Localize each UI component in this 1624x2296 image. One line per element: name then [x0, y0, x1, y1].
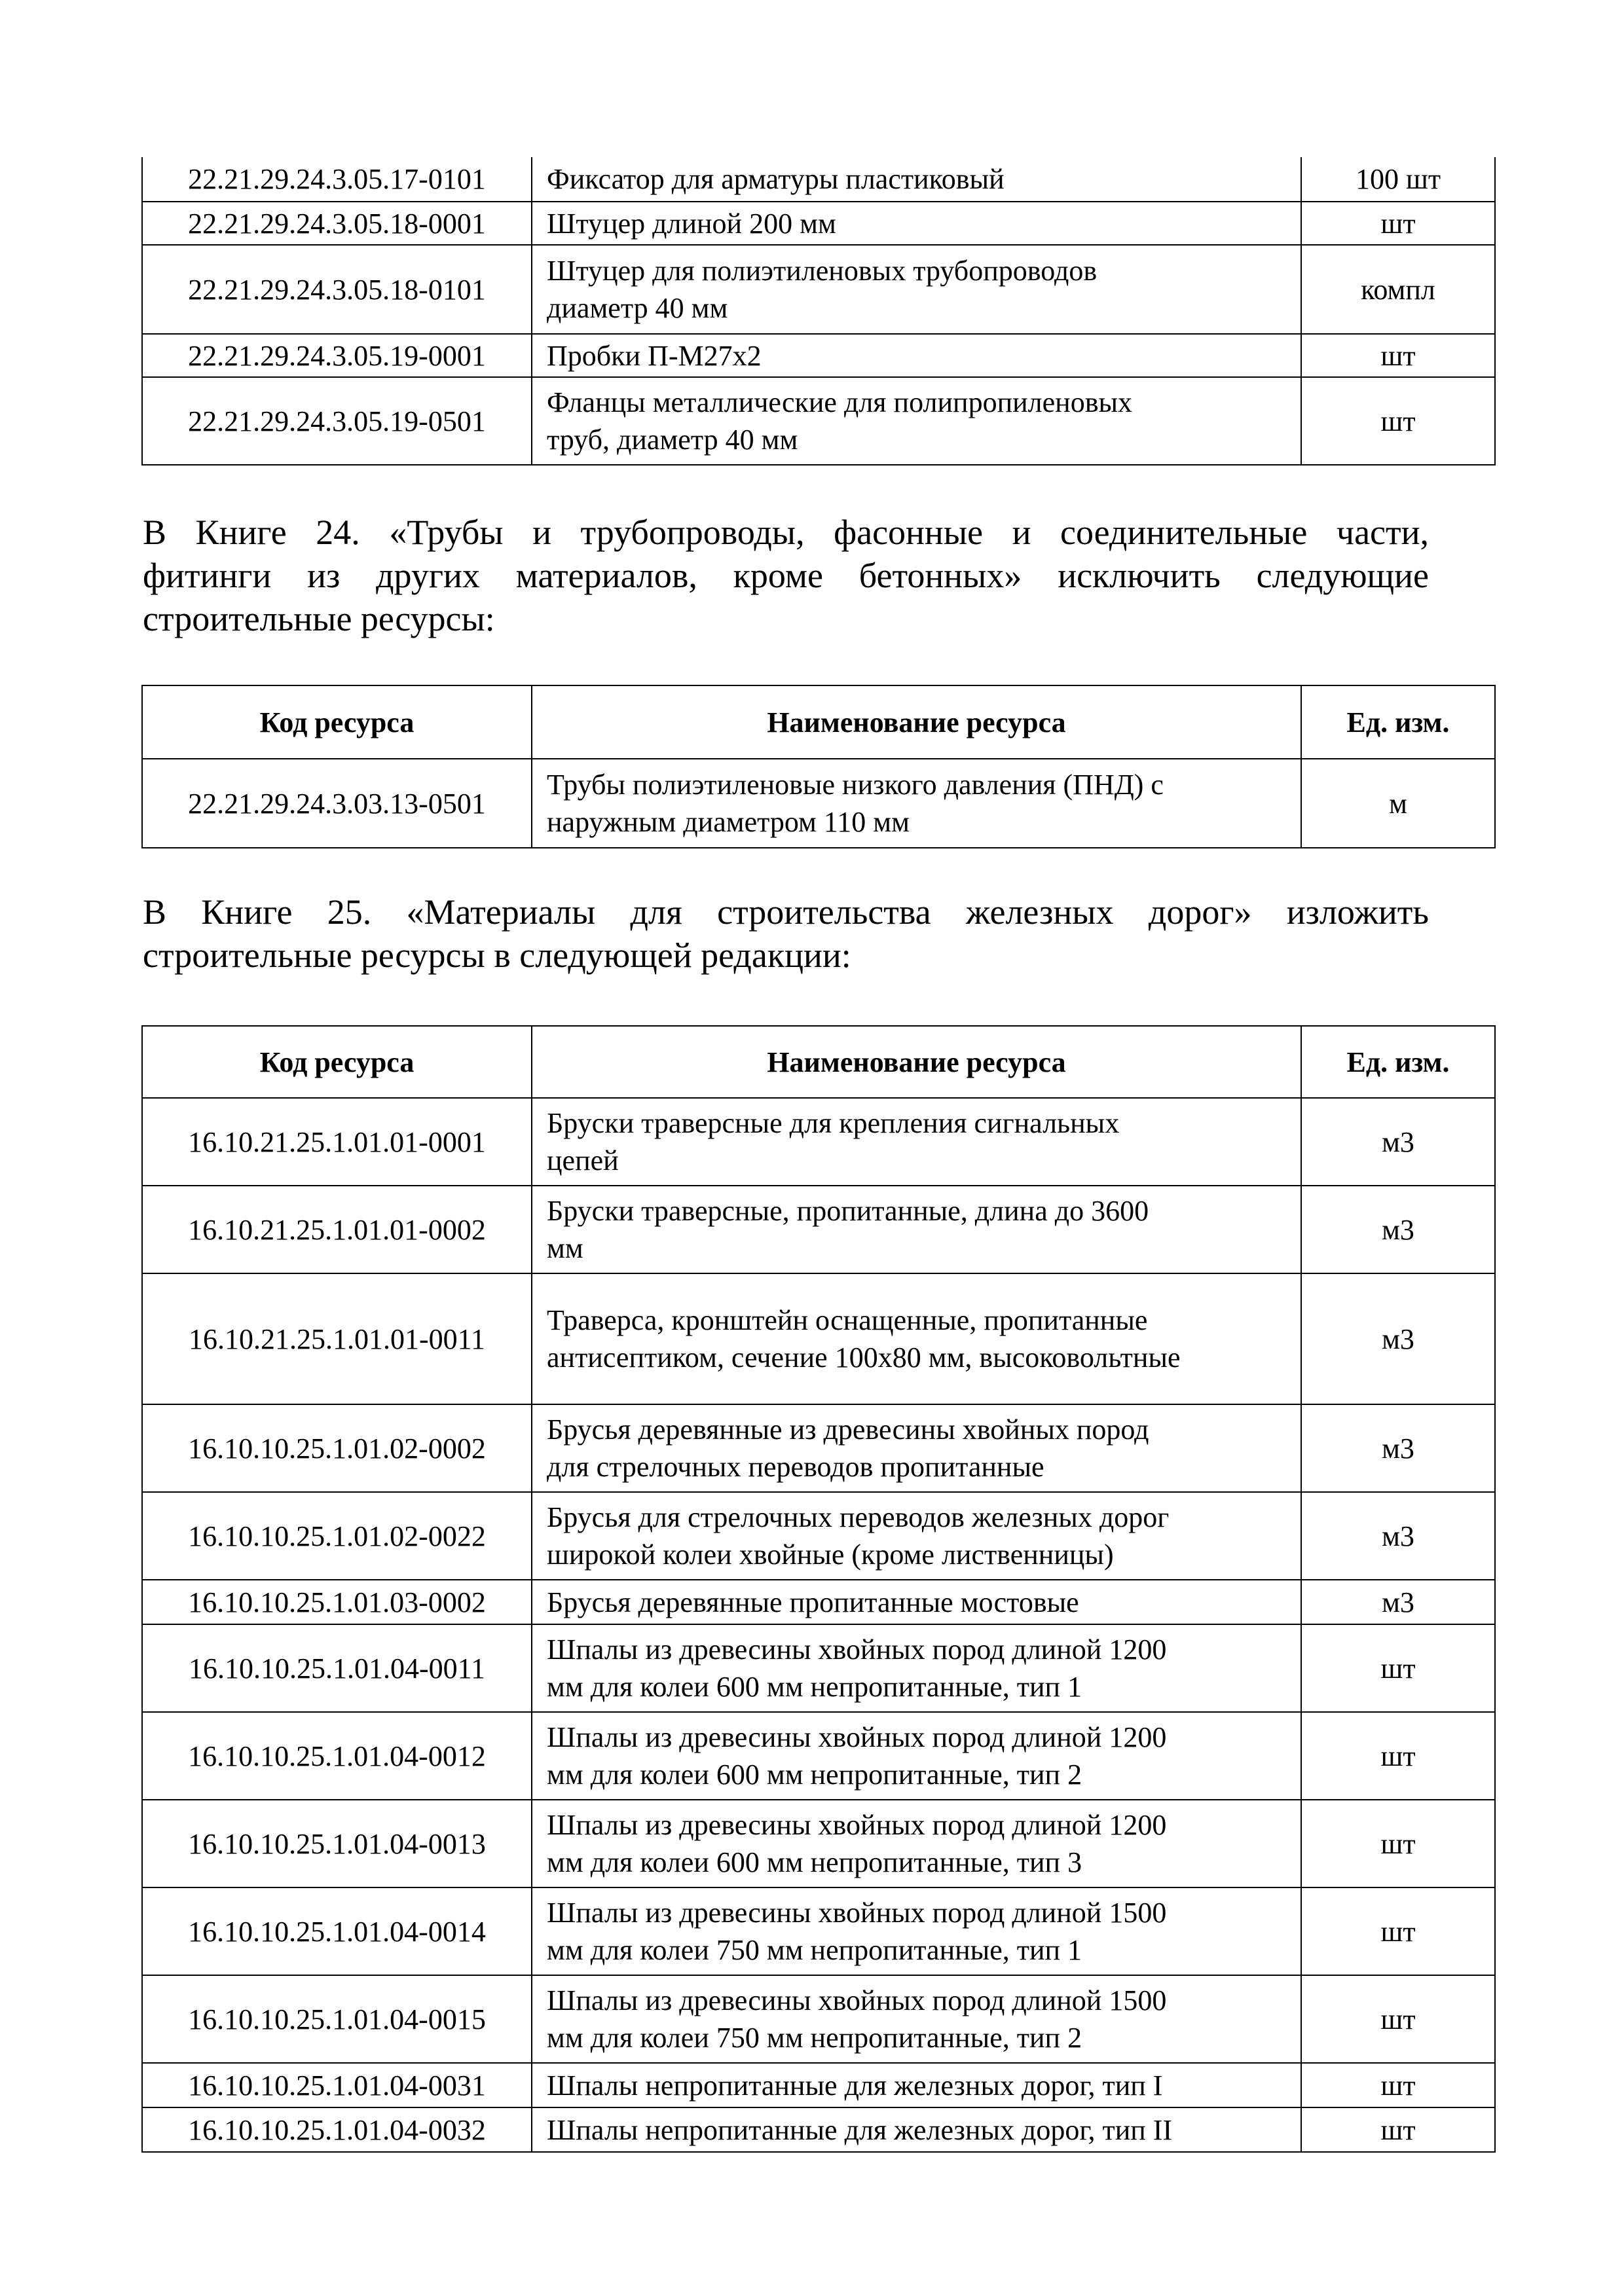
resource-code: 16.10.10.25.1.01.04-0013	[142, 1800, 532, 1887]
resource-name: Штуцер для полиэтиленовых трубопроводов диаметр 40 мм	[532, 245, 1301, 334]
resource-name: Трубы полиэтиленовые низкого давления (ПНД) с наружным диаметром 110 мм	[532, 759, 1301, 848]
table-row	[142, 1975, 1495, 2063]
paragraph-line: строительные ресурсы в следующей редакции:	[143, 936, 851, 975]
resource-name: Брусья деревянные пропитанные мостовые	[532, 1580, 1301, 1624]
table-row	[142, 759, 1495, 848]
resource-name: Шпалы непропитанные для железных дорог, тип II	[532, 2107, 1301, 2152]
resource-name: Брусья для стрелочных переводов железных дорог широкой колеи хвойные (кроме лиственницы)	[532, 1492, 1301, 1580]
paragraph-line: фитинги из других материалов, кроме бетонных» исключить следующие	[143, 556, 1429, 595]
table-header-row	[142, 1026, 1495, 1098]
resource-code: 22.21.29.24.3.05.18-0101	[142, 245, 532, 334]
resource-code: 16.10.10.25.1.01.04-0011	[142, 1624, 532, 1712]
table-row	[142, 1404, 1495, 1492]
resource-code: 16.10.10.25.1.01.04-0015	[142, 1975, 532, 2063]
resource-unit: 100 шт	[1301, 157, 1495, 202]
resource-unit: шт	[1301, 1712, 1495, 1800]
resource-name: Шпалы из древесины хвойных пород длиной 1500 мм для колеи 750 мм непропитанные, тип 1	[532, 1887, 1301, 1975]
table-row	[142, 1186, 1495, 1273]
table-row	[142, 1712, 1495, 1800]
resource-table-book-24	[141, 685, 1496, 848]
resource-name: Шпалы из древесины хвойных пород длиной 1200 мм для колеи 600 мм непропитанные, тип 1	[532, 1624, 1301, 1712]
resource-code: 16.10.10.25.1.01.03-0002	[142, 1580, 532, 1624]
table-row	[142, 1800, 1495, 1887]
table-row	[142, 2107, 1495, 2152]
resource-code: 16.10.10.25.1.01.02-0002	[142, 1404, 532, 1492]
resource-name: Пробки П-М27х2	[532, 334, 1301, 377]
header-code: Код ресурса	[142, 685, 532, 759]
paragraph-line: строительные ресурсы:	[143, 599, 495, 638]
resource-code: 16.10.10.25.1.01.04-0032	[142, 2107, 532, 2152]
table-row	[142, 245, 1495, 334]
resource-name: Штуцер длиной 200 мм	[532, 202, 1301, 245]
header-name: Наименование ресурса	[532, 685, 1301, 759]
resource-code: 22.21.29.24.3.03.13-0501	[142, 759, 532, 848]
resource-unit: шт	[1301, 1975, 1495, 2063]
header-code: Код ресурса	[142, 1026, 532, 1098]
resource-unit: м3	[1301, 1404, 1495, 1492]
table-row	[142, 157, 1495, 202]
book-24-paragraph	[143, 511, 1429, 640]
header-unit: Ед. изм.	[1301, 1026, 1495, 1098]
resource-unit: компл	[1301, 245, 1495, 334]
table-row	[142, 1624, 1495, 1712]
resource-name: Траверса, кронштейн оснащенные, пропитанные антисептиком, сечение 100х80 мм, высоковольтные	[532, 1273, 1301, 1404]
resource-code: 16.10.21.25.1.01.01-0011	[142, 1273, 532, 1404]
table-row	[142, 202, 1495, 245]
resource-code: 16.10.10.25.1.01.04-0031	[142, 2063, 532, 2107]
paragraph-line: В Книге 25. «Материалы для строительства железных дорог» изложить	[143, 892, 1429, 932]
resource-name: Бруски траверсные для крепления сигнальных цепей	[532, 1098, 1301, 1186]
resource-name: Шпалы из древесины хвойных пород длиной 1500 мм для колеи 750 мм непропитанные, тип 2	[532, 1975, 1301, 2063]
resource-name: Шпалы из древесины хвойных пород длиной 1200 мм для колеи 600 мм непропитанные, тип 2	[532, 1712, 1301, 1800]
resource-code: 22.21.29.24.3.05.18-0001	[142, 202, 532, 245]
paragraph-line: В Книге 24. «Трубы и трубопроводы, фасонные и соединительные части,	[143, 513, 1429, 552]
resource-unit: шт	[1301, 2063, 1495, 2107]
table-row	[142, 377, 1495, 465]
resource-table-book-25	[141, 1025, 1496, 2153]
resource-code: 16.10.10.25.1.01.02-0022	[142, 1492, 532, 1580]
table-row	[142, 334, 1495, 377]
table-row	[142, 1887, 1495, 1975]
resource-code: 22.21.29.24.3.05.17-0101	[142, 157, 532, 202]
table-header-row	[142, 685, 1495, 759]
resource-unit: шт	[1301, 2107, 1495, 2152]
resource-unit: шт	[1301, 1800, 1495, 1887]
resource-name: Шпалы из древесины хвойных пород длиной 1200 мм для колеи 600 мм непропитанные, тип 3	[532, 1800, 1301, 1887]
header-name: Наименование ресурса	[532, 1026, 1301, 1098]
resource-code: 16.10.10.25.1.01.04-0012	[142, 1712, 532, 1800]
table-row	[142, 1492, 1495, 1580]
resource-name: Брусья деревянные из древесины хвойных пород для стрелочных переводов пропитанные	[532, 1404, 1301, 1492]
book-25-paragraph	[143, 890, 1429, 977]
resource-name: Фиксатор для арматуры пластиковый	[532, 157, 1301, 202]
resource-code: 16.10.21.25.1.01.01-0001	[142, 1098, 532, 1186]
table-row	[142, 1273, 1495, 1404]
resource-unit: шт	[1301, 202, 1495, 245]
header-unit: Ед. изм.	[1301, 685, 1495, 759]
resource-unit: м3	[1301, 1186, 1495, 1273]
resource-code: 16.10.21.25.1.01.01-0002	[142, 1186, 532, 1273]
resource-code: 16.10.10.25.1.01.04-0014	[142, 1887, 532, 1975]
resource-name: Шпалы непропитанные для железных дорог, тип I	[532, 2063, 1301, 2107]
resource-unit: шт	[1301, 377, 1495, 465]
resource-unit: м3	[1301, 1273, 1495, 1404]
resource-unit: м3	[1301, 1492, 1495, 1580]
resource-unit: м3	[1301, 1580, 1495, 1624]
resource-unit: шт	[1301, 1887, 1495, 1975]
table-row	[142, 1580, 1495, 1624]
resource-code: 22.21.29.24.3.05.19-0001	[142, 334, 532, 377]
resource-name: Бруски траверсные, пропитанные, длина до 3600 мм	[532, 1186, 1301, 1273]
resource-unit: м	[1301, 759, 1495, 848]
resource-code: 22.21.29.24.3.05.19-0501	[142, 377, 532, 465]
table-row	[142, 2063, 1495, 2107]
resource-name: Фланцы металлические для полипропиленовых труб, диаметр 40 мм	[532, 377, 1301, 465]
resource-unit: м3	[1301, 1098, 1495, 1186]
resource-unit: шт	[1301, 1624, 1495, 1712]
table-row	[142, 1098, 1495, 1186]
resource-unit: шт	[1301, 334, 1495, 377]
resource-table-continued	[141, 157, 1496, 465]
